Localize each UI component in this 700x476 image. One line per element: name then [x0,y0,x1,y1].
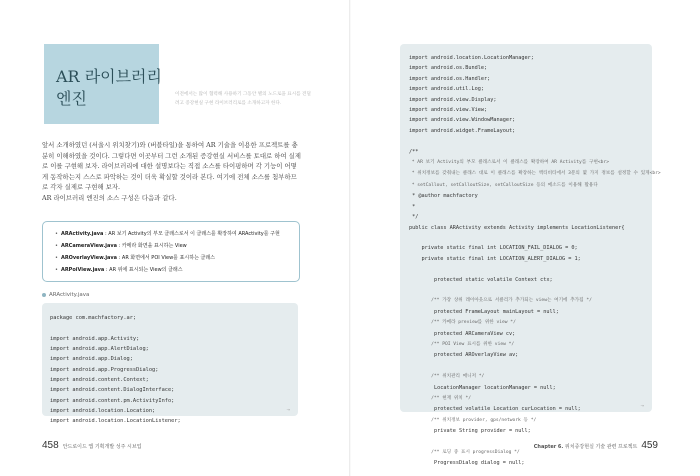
section-title-line2: 엔진 [56,89,87,108]
page-number-right: 459 [641,440,658,451]
code-line: ProgressDialog dialog = null; [409,460,525,467]
code-line: private static final int LOCATION_ALERT_DIALOG = 1; [409,255,581,262]
code-line: import android.location.LocationListener; [50,418,181,425]
code-line: import android.widget.FrameLayout; [409,127,516,134]
code-line: protected AROverlayView av; [409,352,519,359]
code-line: * [409,203,416,210]
code-line: * @author machfactory [409,193,478,200]
code-line: import android.util.Log; [409,86,484,93]
source-summary-item [55,252,299,264]
code-line: import android.view.View; [409,107,488,114]
code-line: /** POI View 표시를 위한 view */ [409,341,515,347]
section-title-box [44,44,162,124]
body-paragraph: AR 라이브러리 엔진의 소스 구성은 다음과 같다. [42,193,177,202]
body-paragraph: 앞서 소개하였던 (서울시 위치찾기)와 (버블타일)을 통하여 AR 기술을 이용한 프로젝트를 충분히 이해하였을 것이다. 그렇다면 이곳부터 그런 소개된 증강현실 서비스를 토대로 하여 실제로 이를 구현해 보자. 라이브러리에 대한 설명보다는 직접 소스를 타이핑하며 각 기능이 어떻게 동작하는지 스스로 파악하는 것이 더욱 확실할 것이라 본다. 여기에 전체 소스를 첨부하므로 각자 실제로 구현해 보자. [42,141,301,192]
source-file-desc: : AR 위에 표시되는 View의 클래스 [104,267,183,273]
code-line: */ [409,214,419,221]
source-summary-item [55,240,299,252]
code-line: /** 로딩 중 표시 progressDialog */ [409,450,520,456]
source-summary-item [55,264,299,276]
code-line: import android.content.DialogInterface; [50,387,175,394]
code-line: package com.machfactory.ar; [50,315,137,321]
running-header-left: 안드로이드 앱 기획개발 성주 시브업 [62,444,142,450]
source-file-name: AROverlayView.java [60,255,118,261]
code-line: protected static volatile Context ctx; [409,276,553,283]
code-line: * 위치정보를 갖춰내는 클래스 대로 이 클래스를 확장하는 액티비티에서 3분의 몇 가지 정보를 설정할 수 있게<br> [409,171,661,177]
chapter-title: 위치증강현실 기술 관련 프로젝트 [564,444,638,450]
code-line: import android.os.Bundle; [409,65,488,72]
source-summary-list [43,222,299,276]
code-block-right [409,53,661,469]
code-line: * AR 보기 Activity의 부모 클래스로서 이 클래스를 확장하여 AR Activity를 구현<br> [409,160,609,166]
source-file-name: ARCameraView.java [60,243,117,249]
code-line: /** 현재 위치 */ [409,396,472,401]
code-line: protected FrameLayout mainLayout = null; [409,308,559,315]
running-header-right [534,444,638,450]
code-line: private String provider = null; [409,428,531,435]
chapter-label: Chapter 6. [533,444,564,450]
code-line: import android.app.AlertDialog; [50,346,149,353]
section-note: 이전에서는 많이 협력해 사용하기 그동안 별의 노드로을 표시를 견딜려고 증강현실 구현 라이브러리로를 소개하고자 한다. [175,92,311,106]
code-line: /** 위치정보 provider, gps/network 등 */ [409,417,537,423]
code-line: import android.view.Display; [409,96,497,103]
source-file-desc: : AR 보기 Activity의 부모 클래스로서 이 클래스를 확장하여 ARActivity를 구현 [103,231,280,237]
body-text [42,140,302,204]
code-block-left [50,313,181,427]
code-line: /** [409,148,419,155]
source-file-desc: : AR 화면에서 POI View를 표시하는 클래스 [117,255,216,261]
code-line: private static final int LOCATION_FAIL_DIALOG = 0; [409,245,578,252]
code-line: protected ARCameraView cv; [409,330,516,337]
code-line: import android.app.Activity; [50,335,140,342]
code-line: * setCallout, setCalloutSize, setCalloutSize 등의 메소드를 이용해 활용다 [409,182,598,188]
section-title-line1: AR 라이브러리 [56,67,162,86]
source-file-name: ARPoiView.java [60,267,105,273]
code-line: /** 가장 상위 레이아웃으로 서클리가 추가되는 view는 여기에 추가됨 */ [409,298,592,304]
folio-right [534,440,658,451]
code-line: import android.content.pm.ActivityInfo; [50,397,175,404]
folio-left [42,440,142,451]
code-line: /** 카메라 preview를 위한 view */ [409,320,516,326]
code-line: LocationManager locationManager = null; [409,384,556,391]
code-listing-left [42,303,298,425]
continue-arrow-icon: → [286,407,290,412]
listing-caption-text: ARActivity.java [49,292,90,298]
code-line: import android.view.WindowManager; [409,117,516,124]
source-summary-box [42,221,300,282]
right-page [350,0,700,476]
listing-caption [42,292,89,298]
code-line: import android.app.ProgressDialog; [50,366,159,373]
page-number-left: 458 [42,440,59,451]
code-line: import android.location.Location; [50,408,156,415]
source-file-desc: : 카메라 화면을 표시하는 View [116,243,187,249]
continue-arrow-icon: → [640,403,644,408]
code-line: public class ARActivity extends Activity implements LocationListener{ [409,224,625,231]
code-line: import android.os.Handler; [409,75,491,82]
code-line: /** 위치관리 매니저 */ [409,374,485,380]
code-line: import android.app.Dialog; [50,356,133,363]
code-line: import android.location.LocationManager; [409,55,534,61]
source-summary-item [55,228,299,240]
code-line: protected volatile Location curLocation = null; [409,406,581,413]
bullet-dot-icon [42,293,46,297]
code-line: import android.content.Context; [50,377,149,384]
source-file-name: ARActivity.java [60,231,104,237]
